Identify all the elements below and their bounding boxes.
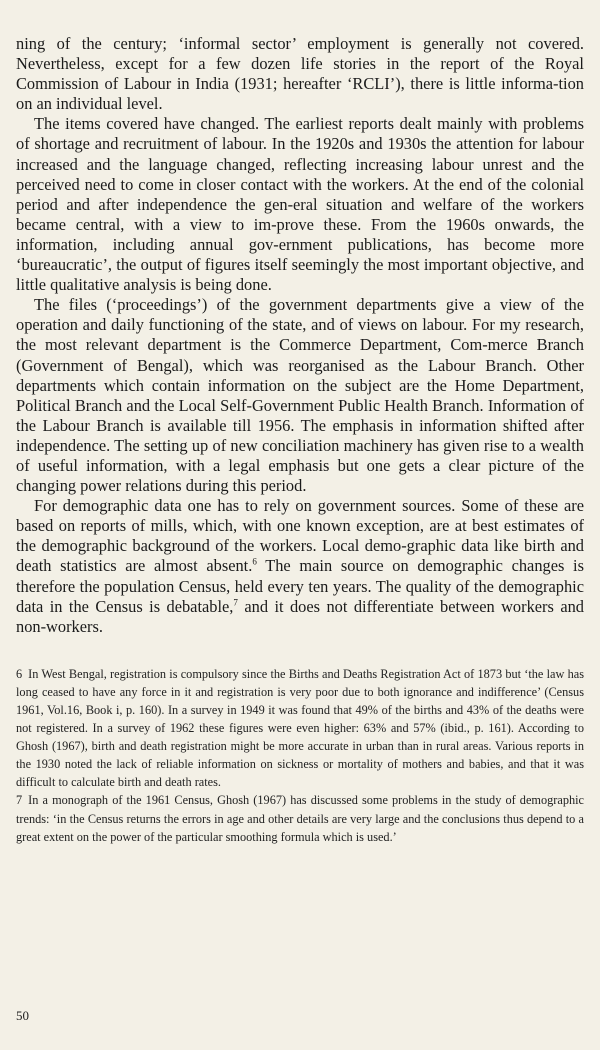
footnote-ref-7: 7 bbox=[233, 597, 238, 608]
footnote-6-text: In West Bengal, registration is compulsory since the Births and Deaths Registration Act of 1873 but ‘the law has long ceased to have any force in it and registration is very poor due to both ignorance and indifference’ (Census 1961, Vol.16, Book i, p. 160). In a survey in 1949 it was found that 49% of the births and 43% of the deaths were not registered. In a survey of 1962 these figures were even higher: 63% and 57% (ibid., p. 161). According to Ghosh (1967), birth and death registration might be more accurate in urban than in rural areas. Various reports in the 1930 noted the lack of reliable information on sickness or mortality of mothers and babies, and that it was difficult to calculate birth and death rates. bbox=[16, 666, 584, 790]
paragraph-3: The files (‘proceedings’) of the government departments give a view of the operation and daily functioning of the state, and of views on labour. For my research, the most relevant department is the Commerce Department, Com-merce Branch (Government of Bengal), which was reorganised as the Labour Branch. Other departments which contain information on the subject are the Home Department, Political Branch and the Local Self-Government Public Health Branch. Information of the Labour Branch is available till 1956. The emphasis in information shifted after independence. The setting up of new conciliation machinery has given rise to a wealth of useful information, with a legal emphasis but one gets a clear picture of the changing power relations during this period. bbox=[16, 295, 584, 496]
footnote-7-text: In a monograph of the 1961 Census, Ghosh (1967) has discussed some problems in the study of demographic trends: ‘in the Census returns the errors in age and other details are very large and the conclusions thus depend to a great extent on the power of the particular smoothing formula which is used.’ bbox=[16, 793, 584, 844]
footnote-7-number: 7 bbox=[16, 793, 23, 808]
page-number: 50 bbox=[16, 1008, 29, 1023]
footnotes bbox=[16, 665, 584, 846]
paragraph-1: ning of the century; ‘informal sector’ employment is generally not covered. Nevertheless, except for a few dozen life stories in the report of the Royal Commission of Labour in India (1931; hereafter ‘RCLI’), there is little informa-tion on an individual level. bbox=[16, 34, 584, 114]
body-text bbox=[16, 34, 584, 637]
paragraph-4 bbox=[16, 496, 584, 637]
paragraph-4-part-2: The main source on demographic changes is therefore the population Census, held every ten years. The quality of the demographic data in the Census is debatable, bbox=[16, 556, 584, 616]
paragraph-4-part-3: and it does not differentiate between workers and non-workers. bbox=[16, 596, 584, 636]
footnote-6-number: 6 bbox=[16, 666, 23, 681]
footnote-6 bbox=[16, 665, 584, 792]
footnote-7 bbox=[16, 791, 584, 845]
paragraph-4-part-1: For demographic data one has to rely on government sources. Some of these are based on reports of mills, which, with one known exception, are at best estimates of the demographic background of the workers. Local demo-graphic data like birth and death statistics are almost absent. bbox=[16, 496, 584, 576]
footnote-ref-6: 6 bbox=[252, 556, 257, 567]
paragraph-2: The items covered have changed. The earliest reports dealt mainly with problems of shortage and recruitment of labour. In the 1920s and 1930s the attention for labour increased and the language changed, reflecting increasing labour unrest and the perceived need to come in closer contact with the workers. At the end of the colonial period and after independence the gen-eral situation and welfare of the workers became central, with a view to im-prove these. From the 1960s onwards, the information, including annual gov-ernment publications, has become more ‘bureaucratic’, the output of figures itself seemingly the most important objective, and little qualitative analysis is being done. bbox=[16, 114, 584, 295]
